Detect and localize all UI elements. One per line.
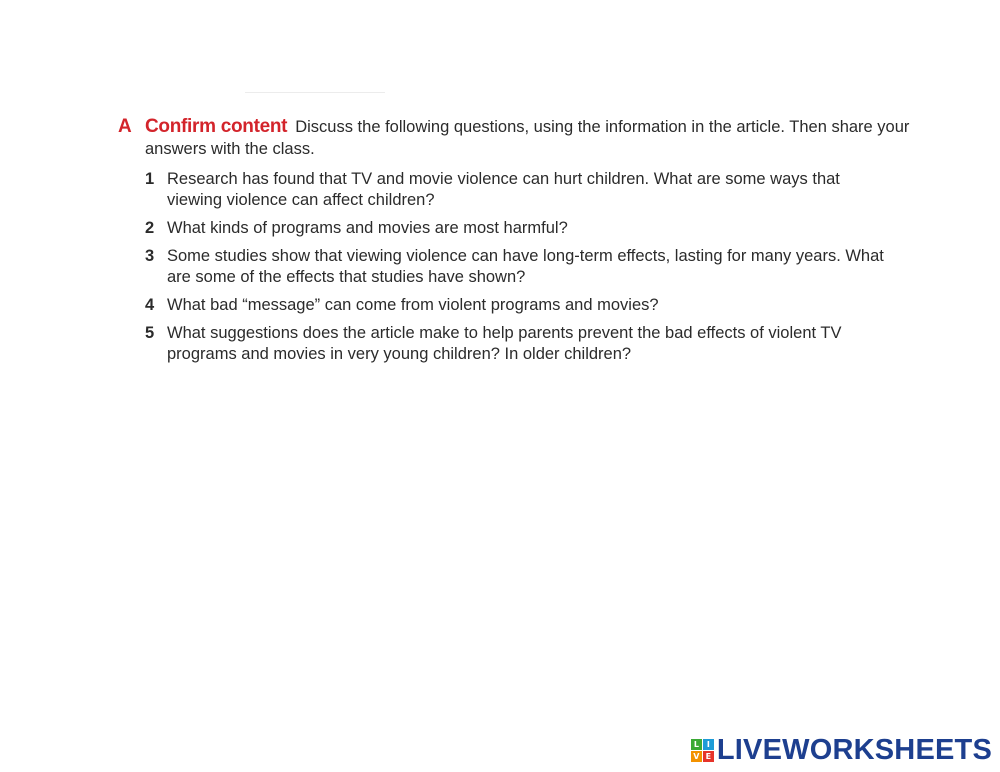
question-text: What bad “message” can come from violent programs and movies?	[167, 296, 659, 314]
question-text: Some studies show that viewing violence can have long-term effects, lasting for many years. What are some of the effects that studies have shown?	[167, 247, 884, 286]
liveworksheets-logo	[691, 734, 992, 766]
question-text: What kinds of programs and movies are most harmful?	[167, 219, 568, 237]
liveworksheets-logo-icon	[691, 739, 714, 762]
exercise-section	[118, 116, 938, 372]
question-item	[145, 218, 885, 239]
question-number: 5	[145, 324, 155, 342]
liveworksheets-wordmark: LIVEWORKSHEETS	[716, 734, 992, 766]
question-text: Research has found that TV and movie violence can hurt children. What are some ways that viewing violence can affect children?	[167, 170, 840, 209]
question-number: 3	[145, 247, 155, 265]
logo-tile: L	[691, 739, 702, 750]
question-item	[145, 323, 885, 365]
question-text: What suggestions does the article make to help parents prevent the bad effects of violent TV programs and movies in very young children? In older children?	[167, 324, 842, 363]
question-list	[118, 169, 938, 365]
logo-tile: E	[703, 751, 714, 762]
question-item	[145, 295, 885, 316]
question-number: 4	[145, 296, 155, 314]
question-item	[145, 246, 885, 288]
question-number: 1	[145, 170, 155, 188]
section-letter: A	[118, 116, 132, 137]
question-number: 2	[145, 219, 155, 237]
question-item	[145, 169, 885, 211]
logo-tile: V	[691, 751, 702, 762]
decorative-line	[245, 92, 385, 93]
section-title: Confirm content	[145, 116, 288, 137]
exercise-heading	[118, 116, 938, 160]
instructions-text: Discuss the following questions, using the information in the article. Then share your answers with the class.	[145, 118, 910, 158]
logo-tile: I	[703, 739, 714, 750]
